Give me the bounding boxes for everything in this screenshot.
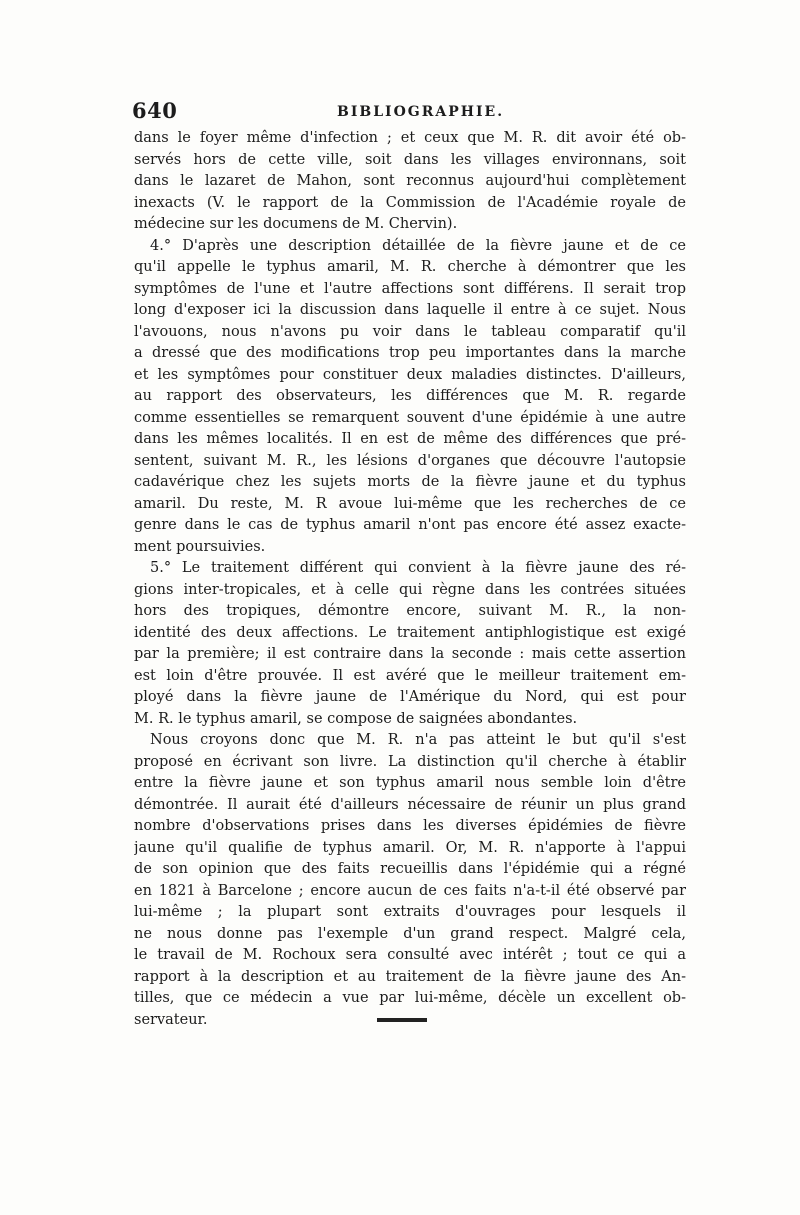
text-line: servateur. xyxy=(134,1011,208,1028)
text-line: 4.° D'après une description détaillée de la fièvre jaune et de ce xyxy=(150,237,686,254)
text-line: jaune qu'il qualifie de typhus amaril. Or, M. R. n'apporte à l'appui xyxy=(134,839,686,856)
text-line: rapport à la description et au traitement de la fièvre jaune des An- xyxy=(134,968,686,985)
text-line: a dressé que des modifications trop peu importantes dans la marche xyxy=(134,345,686,361)
text-line: M. R. le typhus amaril, se compose de saignées abondantes. xyxy=(134,710,578,727)
text-line: ployé dans la fièvre jaune de l'Amérique du Nord, qui est pour xyxy=(134,689,686,705)
text-line: lui-même ; la plupart sont extraits d'ouvrages pour lesquels il xyxy=(134,904,686,920)
running-title: BIBLIOGRAPHIE. xyxy=(337,104,505,120)
text-line: hors des tropiques, démontre encore, suivant M. R., la non- xyxy=(134,603,686,619)
text-line: symptômes de l'une et l'autre affections sont différens. Il serait trop xyxy=(134,280,686,297)
text-line: amaril. Du reste, M. R avoue lui-même que les recherches de ce xyxy=(134,495,686,512)
text-line: 5.° Le traitement différent qui convient à la fièvre jaune des ré- xyxy=(150,560,686,576)
text-line: servés hors de cette ville, soit dans les villages environnans, soit xyxy=(134,151,686,168)
text-line: et les symptômes pour constituer deux maladies distinctes. D'ailleurs, xyxy=(134,366,686,383)
body-text xyxy=(134,128,686,1031)
text-line: gions inter-tropicales, et à celle qui règne dans les contrées situées xyxy=(134,581,686,598)
text-line: le travail de M. Rochoux sera consulté avec intérêt ; tout ce qui a xyxy=(134,947,686,963)
text-line: ne nous donne pas l'exemple d'un grand respect. Malgré cela, xyxy=(134,925,686,942)
page-header xyxy=(132,98,692,130)
text-line: proposé en écrivant son livre. La distinction qu'il cherche à établir xyxy=(134,753,686,770)
text-line: nombre d'observations prises dans les diverses épidémies de fièvre xyxy=(134,818,686,834)
text-line: dans les mêmes localités. Il en est de même des différences que pré- xyxy=(134,431,686,447)
text-line: entre la fièvre jaune et son typhus amaril nous semble loin d'être xyxy=(134,775,686,791)
text-line: cadavérique chez les sujets morts de la fièvre jaune et du typhus xyxy=(134,474,686,490)
text-line: comme essentielles se remarquent souvent d'une épidémie à une autre xyxy=(134,409,686,426)
text-line: sentent, suivant M. R., les lésions d'organes que découvre l'autopsie xyxy=(134,452,686,469)
text-line: qu'il appelle le typhus amaril, M. R. cherche à démontrer que les xyxy=(134,259,686,275)
text-line: Nous croyons donc que M. R. n'a pas atteint le but qu'il s'est xyxy=(150,732,686,748)
text-line: dans le lazaret de Mahon, sont reconnus aujourd'hui complètement xyxy=(134,173,686,189)
text-line: en 1821 à Barcelone ; encore aucun de ces faits n'a-t-il été observé par xyxy=(134,882,686,899)
text-line: dans le foyer même d'infection ; et ceux que M. R. dit avoir été ob- xyxy=(134,130,686,146)
text-line: par la première; il est contraire dans la seconde : mais cette assertion xyxy=(134,646,686,662)
text-line: est loin d'être prouvée. Il est avéré que le meilleur traitement em- xyxy=(134,667,686,684)
text-line: identité des deux affections. Le traitement antiphlogistique est exigé xyxy=(134,624,686,641)
text-line: de son opinion que des faits recueillis dans l'épidémie qui a régné xyxy=(134,861,686,877)
text-line: long d'exposer ici la discussion dans laquelle il entre à ce sujet. Nous xyxy=(134,302,686,318)
text-line: médecine sur les documens de M. Chervin). xyxy=(134,216,458,232)
text-line: au rapport des observateurs, les différences que M. R. regarde xyxy=(134,388,686,404)
text-line: tilles, que ce médecin a vue par lui-même, décèle un excellent ob- xyxy=(134,990,686,1006)
text-line: genre dans le cas de typhus amaril n'ont pas encore été assez exacte- xyxy=(134,517,686,533)
page-number: 640 xyxy=(132,98,178,123)
end-rule xyxy=(377,1018,427,1022)
text-line: l'avouons, nous n'avons pu voir dans le tableau comparatif qu'il xyxy=(134,323,686,340)
text-line: ment poursuivies. xyxy=(134,538,266,555)
text-line: inexacts (V. le rapport de la Commission de l'Académie royale de xyxy=(134,194,686,211)
text-line: démontrée. Il aurait été d'ailleurs nécessaire de réunir un plus grand xyxy=(134,796,686,813)
